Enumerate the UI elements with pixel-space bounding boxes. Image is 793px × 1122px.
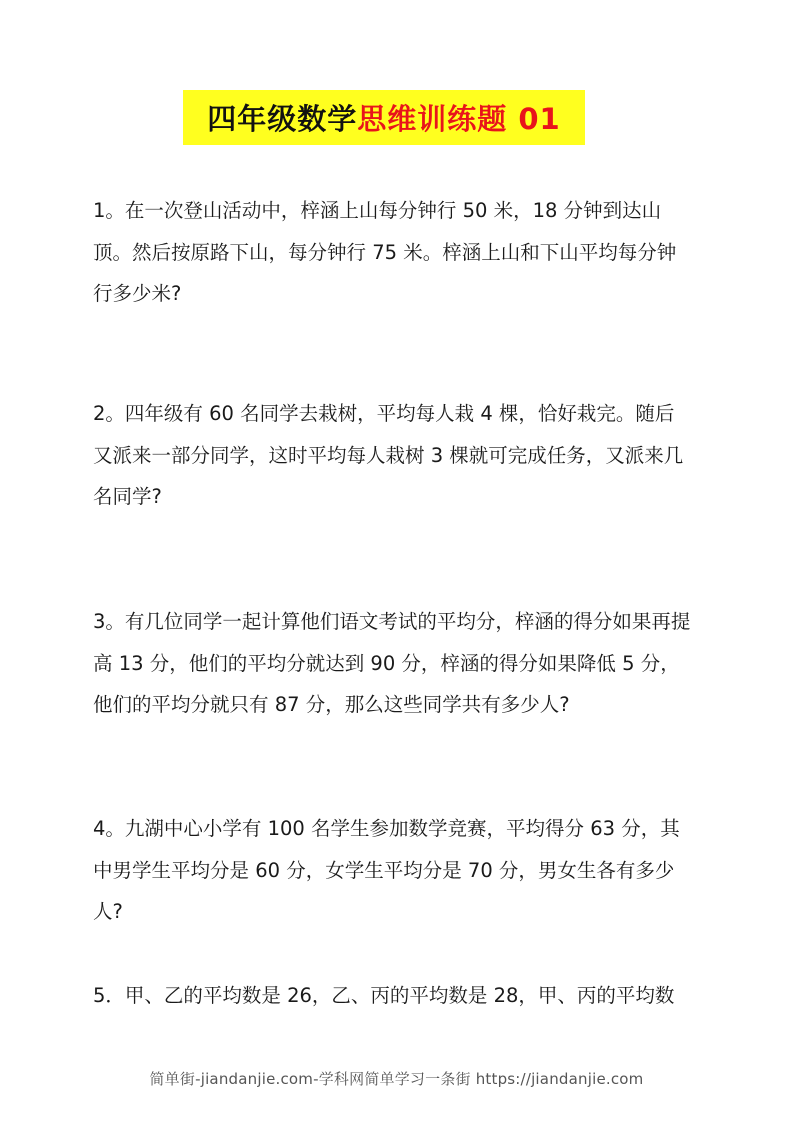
title-training-label: 思维训练题 01 <box>357 102 561 136</box>
question-4: 4。九湖中心小学有 100 名学生参加数学竞赛，平均得分 63 分，其中男学生平均分是 60 分，女学生平均分是 70 分，男女生各有多少人? <box>93 817 680 923</box>
question-3: 3。有几位同学一起计算他们语文考试的平均分，梓涵的得分如果再提高 13 分，他们的平均分就达到 90 分，梓涵的得分如果降低 5 分，他们的平均分就只有 87 分，那么这些同学共有多少人? <box>93 610 691 716</box>
title-grade-subject: 四年级数学 <box>207 102 358 136</box>
question-1: 1。在一次登山活动中，梓涵上山每分钟行 50 米，18 分钟到达山顶。然后按原路下山，每分钟行 75 米。梓涵上山和下山平均每分钟行多少米? <box>93 199 677 305</box>
question-5: 5．甲、乙的平均数是 26，乙、丙的平均数是 28，甲、丙的平均数 <box>93 984 675 1007</box>
question-2: 2。四年级有 60 名同学去栽树，平均每人栽 4 棵，恰好栽完。随后又派来一部分同学，这时平均每人栽树 3 棵就可完成任务，又派来几名同学? <box>93 402 684 508</box>
page-footer: 简单街-jiandanjie.com-学科网简单学习一条街 https://jiandanjie.com <box>149 1070 644 1088</box>
document-title <box>183 90 585 145</box>
